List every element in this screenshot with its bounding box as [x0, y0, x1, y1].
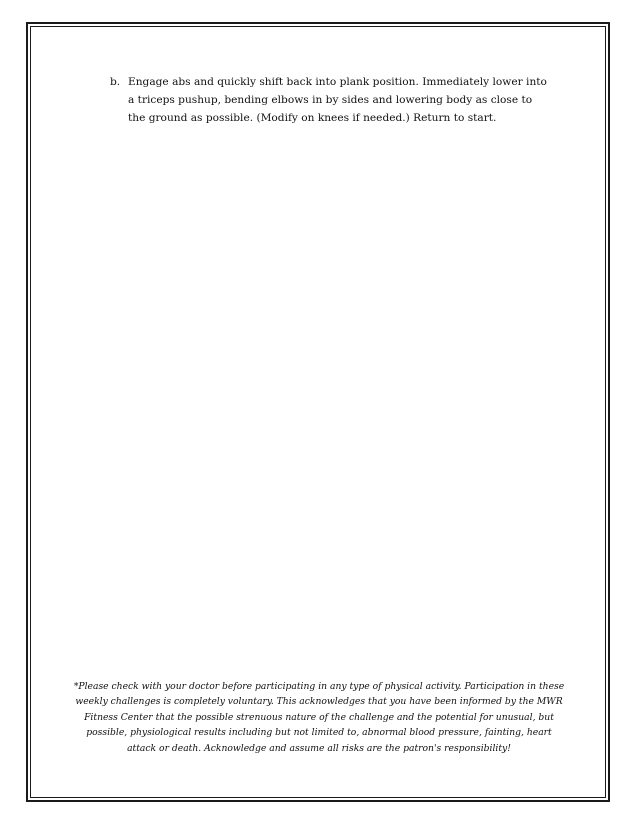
instruction-item-b — [110, 73, 550, 127]
instruction-text: Engage abs and quickly shift back into plank position. Immediately lower into a triceps pushup, bending elbows in by sides and lowering body as close to the ground as possible. (Modify on knees if needed.) Return to start. — [128, 76, 547, 124]
disclaimer-text: *Please check with your doctor before participating in any type of physical activity. Participation in these weekly challenges is completely voluntary. This acknowledges that you have been informed by the MWR Fitness Center that the possible strenuous nature of the challenge and the potential for unusual, but possible, physiological results including but not limited to, abnormal blood pressure, fainting, heart attack or death. Acknowledge and assume all risks are the patron's responsibility! — [73, 681, 565, 754]
list-marker: b. — [110, 76, 121, 88]
